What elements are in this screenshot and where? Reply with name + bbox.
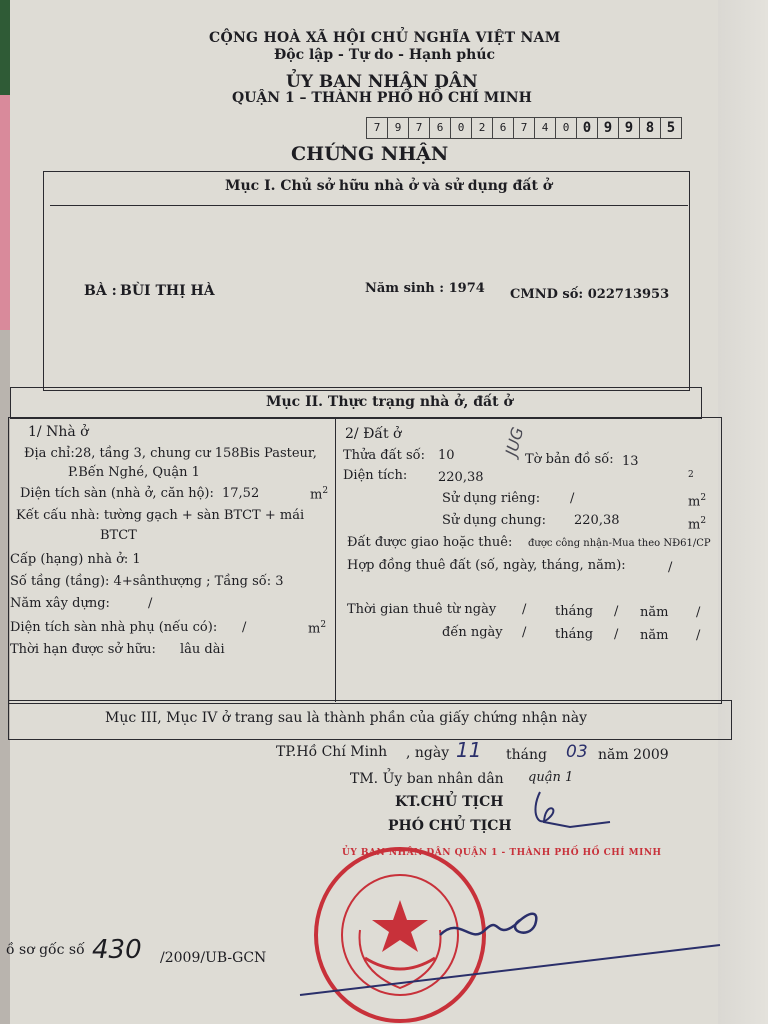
committee-title: ỦY BAN NHÂN DÂN — [286, 72, 478, 92]
parcel-label: Thửa đất số: — [343, 448, 425, 463]
lease-from-year: / — [696, 605, 701, 620]
serial-digit: 7 — [408, 117, 430, 139]
serial-digit: 0 — [450, 117, 472, 139]
land-area-unit: 2 — [688, 470, 694, 480]
build-year-label: Năm xây dựng: — [10, 596, 110, 611]
house-address-line2: P.Bến Nghé, Quận 1 — [68, 465, 200, 480]
owner-name: BÙI THỊ HÀ — [120, 283, 215, 299]
lease-to-label: đến ngày — [442, 625, 503, 640]
signature-main — [290, 885, 730, 1005]
section1-divider — [50, 205, 688, 206]
lease-from-month-label: tháng — [555, 604, 594, 619]
ownership-term-value: lâu dài — [180, 642, 225, 657]
serial-digit: 2 — [471, 117, 493, 139]
date-month: 03 — [566, 742, 588, 762]
continuation-note: Mục III, Mục IV ở trang sau là thành phần của giấy chứng nhận này — [105, 710, 588, 726]
lease-from-month: / — [614, 604, 619, 619]
record-label: ồ sơ gốc số — [6, 942, 85, 958]
serial-digit: 4 — [534, 117, 556, 139]
serial-number — [367, 117, 682, 139]
aux-area-label: Diện tích sàn nhà phụ (nếu có): — [10, 620, 218, 635]
structure-line1: Kết cấu nhà: tường gạch + sàn BTCT + mái — [16, 508, 305, 523]
parcel-value: 10 — [438, 448, 455, 463]
map-sheet-value: 13 — [622, 454, 639, 469]
district-title: QUẬN 1 – THÀNH PHỐ HỒ CHÍ MINH — [232, 90, 532, 106]
date-day-label: , ngày — [406, 745, 450, 761]
lease-to-month-label: tháng — [555, 627, 594, 642]
serial-digit: 9 — [387, 117, 409, 139]
floor-area-label: Diện tích sàn (nhà ở, căn hộ): — [20, 486, 214, 501]
private-use-unit: $m^2$ — [688, 493, 707, 510]
serial-digit: 9 — [597, 117, 619, 139]
id-number: CMND số: 022713953 — [510, 287, 670, 302]
lease-from-year-label: năm — [640, 605, 669, 620]
signer-line1: TM. Ủy ban nhân dân — [350, 771, 504, 787]
build-year-value: / — [148, 596, 153, 611]
lease-to-month: / — [614, 627, 619, 642]
allocation-label: Đất được giao hoặc thuê: — [347, 535, 513, 550]
date-year: năm 2009 — [598, 747, 669, 763]
serial-digit: 7 — [366, 117, 388, 139]
private-use-label: Sử dụng riêng: — [442, 491, 541, 506]
seal-text: ỦY BAN NHÂN DÂN QUẬN 1 - THÀNH PHỐ HỒ CHÍ MINH — [342, 848, 662, 858]
serial-digit: 9 — [618, 117, 640, 139]
lease-contract-value: / — [668, 560, 673, 575]
signer-district: quận 1 — [528, 770, 574, 785]
house-address-line1: Địa chỉ:28, tầng 3, chung cư 158Bis Pasteur, — [24, 446, 317, 461]
land-area-value: 220,38 — [438, 470, 484, 485]
shared-use-unit: $m^2$ — [688, 516, 707, 533]
serial-digit: 6 — [492, 117, 514, 139]
section2-column-divider — [335, 417, 336, 702]
certificate-page — [6, 0, 718, 1024]
private-use-value: / — [570, 491, 575, 506]
lease-to-year-label: năm — [640, 628, 669, 643]
house-title: 1/ Nhà ở — [28, 424, 89, 440]
shared-use-label: Sử dụng chung: — [442, 513, 547, 528]
aux-area-unit: $m^2$ — [308, 620, 327, 637]
section2-heading: Mục II. Thực trạng nhà ở, đất ở — [266, 394, 513, 410]
land-title: 2/ Đất ở — [345, 426, 402, 442]
allocation-value: được công nhận-Mua theo NĐ61/CP — [528, 538, 711, 549]
land-area-label: Diện tích: — [343, 468, 408, 483]
structure-line2: BTCT — [100, 528, 137, 543]
serial-digit: 0 — [576, 117, 598, 139]
floor-area-value: 17,52 — [222, 486, 260, 501]
ownership-term-label: Thời hạn được sở hữu: — [10, 642, 156, 657]
serial-digit: 0 — [555, 117, 577, 139]
lease-to-year: / — [696, 628, 701, 643]
signer-line2: KT.CHỦ TỊCH — [395, 794, 504, 810]
date-day: 11 — [456, 738, 482, 762]
date-month-label: tháng — [506, 747, 547, 763]
signer-line3: PHÓ CHỦ TỊCH — [388, 818, 512, 834]
shared-use-value: 220,38 — [574, 513, 620, 528]
serial-digit: 6 — [429, 117, 451, 139]
lease-from-day: / — [522, 602, 527, 617]
motto: Độc lập - Tự do - Hạnh phúc — [274, 47, 496, 63]
handwritten-note: JUG — [501, 425, 528, 458]
owner-label: BÀ : — [84, 283, 117, 299]
record-number: 430 — [92, 935, 142, 965]
country-title: CỘNG HOÀ XÃ HỘI CHỦ NGHĨA VIỆT NAM — [209, 30, 561, 46]
lease-from-label: Thời gian thuê từ ngày — [347, 602, 497, 617]
floor-area-unit: $m^2$ — [310, 486, 329, 503]
house-grade: Cấp (hạng) nhà ở: 1 — [10, 552, 141, 567]
record-suffix: /2009/UB-GCN — [160, 950, 267, 966]
birth-year: Năm sinh : 1974 — [365, 281, 485, 296]
serial-digit: 5 — [660, 117, 682, 139]
map-sheet-label: Tờ bản đồ số: — [525, 452, 614, 467]
signature-top — [510, 782, 620, 842]
house-floors: Số tầng (tầng): 4+sânthượng ; Tầng số: 3 — [10, 574, 284, 589]
issue-city: TP.Hồ Chí Minh — [276, 744, 388, 760]
lease-contract-label: Hợp đồng thuê đất (số, ngày, tháng, năm): — [347, 558, 626, 573]
serial-digit: 8 — [639, 117, 661, 139]
serial-digit: 7 — [513, 117, 535, 139]
aux-area-value: / — [242, 620, 247, 635]
section1-heading: Mục I. Chủ sở hữu nhà ở và sử dụng đất ở — [225, 178, 553, 194]
certificate-title: CHỨNG NHẬN — [291, 143, 449, 165]
lease-to-day: / — [522, 625, 527, 640]
